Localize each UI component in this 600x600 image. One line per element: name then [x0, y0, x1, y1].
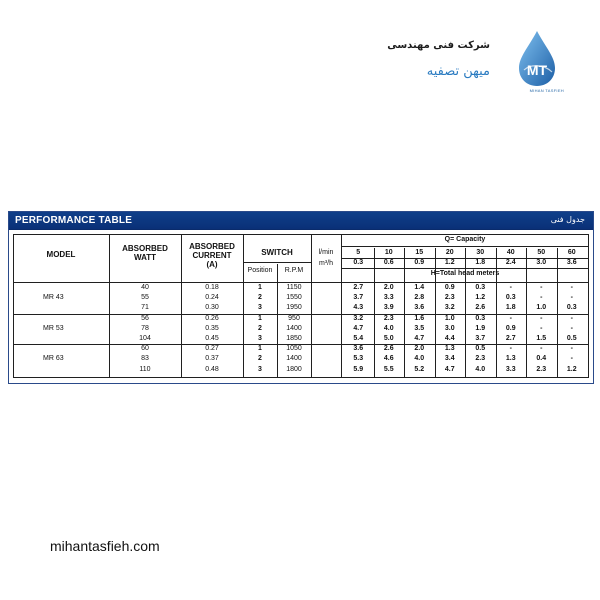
logo-letters: MT — [526, 62, 548, 78]
unit-m3h: m³/h — [319, 260, 333, 267]
unit-lmin: l/min — [318, 249, 334, 256]
watt-value: 78 — [141, 324, 149, 332]
head-value: 4.4 — [444, 335, 455, 342]
watt-value: 60 — [141, 345, 149, 353]
rpm-value: 1050 — [286, 345, 302, 353]
head-value: 2.6 — [475, 304, 486, 312]
rpm-value: 1550 — [286, 294, 302, 302]
rpm-value: 1400 — [286, 355, 302, 363]
flow-m3h-value: 1.8 — [475, 259, 486, 266]
flow-lmin-value: 10 — [384, 249, 393, 256]
head-value: - — [570, 294, 573, 302]
head-value: - — [540, 314, 543, 322]
table-border-top — [13, 234, 589, 235]
watt-value: 104 — [139, 335, 151, 342]
header-absorbed-current: ABSORBED — [189, 242, 235, 251]
head-value: 0.5 — [475, 345, 486, 353]
flow-m3h-value: 3.0 — [536, 259, 547, 266]
flow-m3h-value: 1.2 — [444, 259, 455, 266]
head-value: - — [509, 345, 512, 353]
position-value: 2 — [258, 324, 262, 332]
current-value: 0.27 — [205, 345, 219, 353]
head-value: - — [509, 314, 512, 322]
head-value: 2.0 — [383, 284, 394, 291]
head-value: 3.0 — [444, 324, 455, 332]
position-value: 1 — [258, 314, 262, 322]
head-value: 2.3 — [383, 314, 394, 322]
flow-lmin-value: 30 — [476, 249, 485, 256]
flow-lmin-value: 15 — [415, 249, 424, 256]
current-value: 0.24 — [205, 294, 219, 302]
rpm-value: 1800 — [286, 365, 302, 373]
flow-lmin-value: 50 — [537, 249, 546, 256]
header-position: Position — [247, 267, 273, 274]
head-value: 4.0 — [383, 324, 394, 332]
head-value: 0.3 — [505, 294, 516, 302]
head-value: 4.7 — [414, 335, 425, 342]
head-value: - — [540, 345, 543, 353]
head-value: 4.7 — [353, 324, 364, 332]
website-footer: mihantasfieh.com — [50, 538, 160, 554]
head-value: 1.9 — [475, 324, 486, 332]
head-value: - — [540, 324, 543, 332]
position-value: 2 — [258, 355, 262, 363]
current-value: 0.30 — [205, 304, 219, 312]
head-value: 3.2 — [353, 314, 364, 322]
head-value: 3.7 — [475, 335, 486, 342]
head-value: 3.6 — [414, 304, 425, 312]
watt-value: 40 — [141, 284, 149, 291]
head-value: 2.0 — [414, 345, 425, 353]
head-value: 0.5 — [566, 335, 577, 342]
flow-lmin-value: 60 — [567, 249, 576, 256]
head-value: 3.3 — [505, 365, 516, 373]
head-value: 5.9 — [353, 365, 364, 373]
watt-value: 83 — [141, 355, 149, 363]
capacity-rule — [341, 246, 589, 247]
current-value: 0.48 — [205, 365, 219, 373]
head-value: 4.0 — [475, 365, 486, 373]
head-value: - — [570, 355, 573, 363]
head-value: 4.7 — [444, 365, 455, 373]
head-value: 3.2 — [444, 304, 455, 312]
head-value: 2.3 — [536, 365, 547, 373]
brand-name: میهن تصفیه — [426, 64, 490, 79]
watt-value: 110 — [139, 365, 151, 373]
flow-m3h-value: 0.6 — [383, 259, 394, 266]
head-value: 3.3 — [383, 294, 394, 302]
header-absorbed-current: (A) — [206, 260, 218, 269]
head-value: 1.5 — [536, 335, 547, 342]
rpm-value: 1150 — [286, 284, 302, 291]
position-value: 3 — [258, 335, 262, 342]
header-absorbed-watt: WATT — [133, 253, 157, 262]
head-value: 5.0 — [383, 335, 394, 342]
flow-m3h-value: 0.9 — [414, 259, 425, 266]
head-value: 1.0 — [536, 304, 547, 312]
head-value: 1.6 — [414, 314, 425, 322]
logo-caption: MIHAN TASFIEH — [529, 88, 564, 93]
head-value: - — [570, 284, 573, 291]
water-drop-logo-icon — [514, 30, 560, 88]
position-value: 1 — [258, 345, 262, 353]
model-name: MR 63 — [43, 355, 64, 363]
head-value: - — [509, 284, 512, 291]
header-rpm: R.P.M — [284, 267, 304, 274]
company-name: شرکت فنی مهندسی — [387, 40, 490, 51]
rpm-value: 950 — [288, 314, 300, 322]
head-value: 2.7 — [505, 335, 516, 342]
head-value: 4.6 — [383, 355, 394, 363]
table-border-bottom — [13, 377, 589, 378]
head-value: 0.9 — [444, 284, 455, 291]
current-value: 0.26 — [205, 314, 219, 322]
head-value: 2.3 — [444, 294, 455, 302]
model-name: MR 53 — [43, 324, 64, 332]
header-total-head: H=Total head meters — [430, 270, 500, 277]
flow-lmin-value: 20 — [445, 249, 454, 256]
head-value: 1.3 — [505, 355, 516, 363]
head-value: 2.7 — [353, 284, 364, 291]
watt-value: 71 — [141, 304, 149, 312]
position-value: 3 — [258, 365, 262, 373]
current-value: 0.35 — [205, 324, 219, 332]
head-value: 0.3 — [475, 284, 486, 291]
position-value: 1 — [258, 284, 262, 291]
header-switch: SWITCH — [261, 248, 293, 257]
head-value: 5.3 — [353, 355, 364, 363]
head-value: 3.4 — [444, 355, 455, 363]
head-value: 5.2 — [414, 365, 425, 373]
head-value: 1.4 — [414, 284, 425, 291]
table-title: PERFORMANCE TABLE — [15, 215, 133, 226]
head-value: 2.8 — [414, 294, 425, 302]
position-value: 2 — [258, 294, 262, 302]
position-value: 3 — [258, 304, 262, 312]
current-value: 0.45 — [205, 335, 219, 342]
head-value: 0.4 — [536, 355, 547, 363]
rpm-value: 1950 — [286, 304, 302, 312]
head-value: 5.4 — [353, 335, 364, 342]
current-value: 0.18 — [205, 284, 219, 291]
rpm-value: 1400 — [286, 324, 302, 332]
head-value: 5.5 — [383, 365, 394, 373]
performance-table — [8, 211, 594, 384]
current-value: 0.37 — [205, 355, 219, 363]
head-value: 4.0 — [414, 355, 425, 363]
column-divider — [341, 234, 342, 378]
head-value: 0.3 — [475, 314, 486, 322]
watt-value: 55 — [141, 294, 149, 302]
watt-value: 56 — [141, 314, 149, 322]
table-grid — [13, 234, 589, 378]
head-value: - — [570, 314, 573, 322]
flow-lmin-value: 40 — [506, 249, 515, 256]
header-model: MODEL — [46, 250, 76, 259]
flow-m3h-value: 3.6 — [566, 259, 577, 266]
header-capacity: Q= Capacity — [444, 236, 486, 243]
flow-m3h-rule — [341, 268, 589, 269]
switch-subheader-rule — [243, 262, 311, 263]
head-value: 1.8 — [505, 304, 516, 312]
head-value: - — [540, 294, 543, 302]
head-value: 1.2 — [475, 294, 486, 302]
head-value: 2.6 — [383, 345, 394, 353]
flow-m3h-value: 0.3 — [353, 259, 364, 266]
head-value: 3.5 — [414, 324, 425, 332]
brand-logo — [387, 30, 570, 93]
head-value: - — [570, 324, 573, 332]
model-name: MR 43 — [43, 294, 64, 302]
head-value: 3.6 — [353, 345, 364, 353]
header-absorbed-watt: ABSORBED — [122, 244, 168, 253]
head-value: 0.9 — [505, 324, 516, 332]
head-value: 3.9 — [383, 304, 394, 312]
flow-lmin-value: 5 — [356, 249, 361, 256]
table-title-bar — [9, 212, 593, 230]
head-value: 0.3 — [566, 304, 577, 312]
flow-m3h-value: 2.4 — [505, 259, 516, 266]
head-value: 4.3 — [353, 304, 364, 312]
head-value: 2.3 — [475, 355, 486, 363]
head-value: 1.2 — [566, 365, 577, 373]
table-title-fa: جدول فنی — [550, 215, 585, 224]
head-value: 1.0 — [444, 314, 455, 322]
head-value: 3.7 — [353, 294, 364, 302]
head-value: - — [570, 345, 573, 353]
header-bottom-rule — [13, 282, 589, 283]
head-value: 1.3 — [444, 345, 455, 353]
head-value: - — [540, 284, 543, 291]
rpm-value: 1850 — [286, 335, 302, 342]
header-absorbed-current: CURRENT — [192, 251, 232, 260]
column-divider — [588, 234, 589, 378]
